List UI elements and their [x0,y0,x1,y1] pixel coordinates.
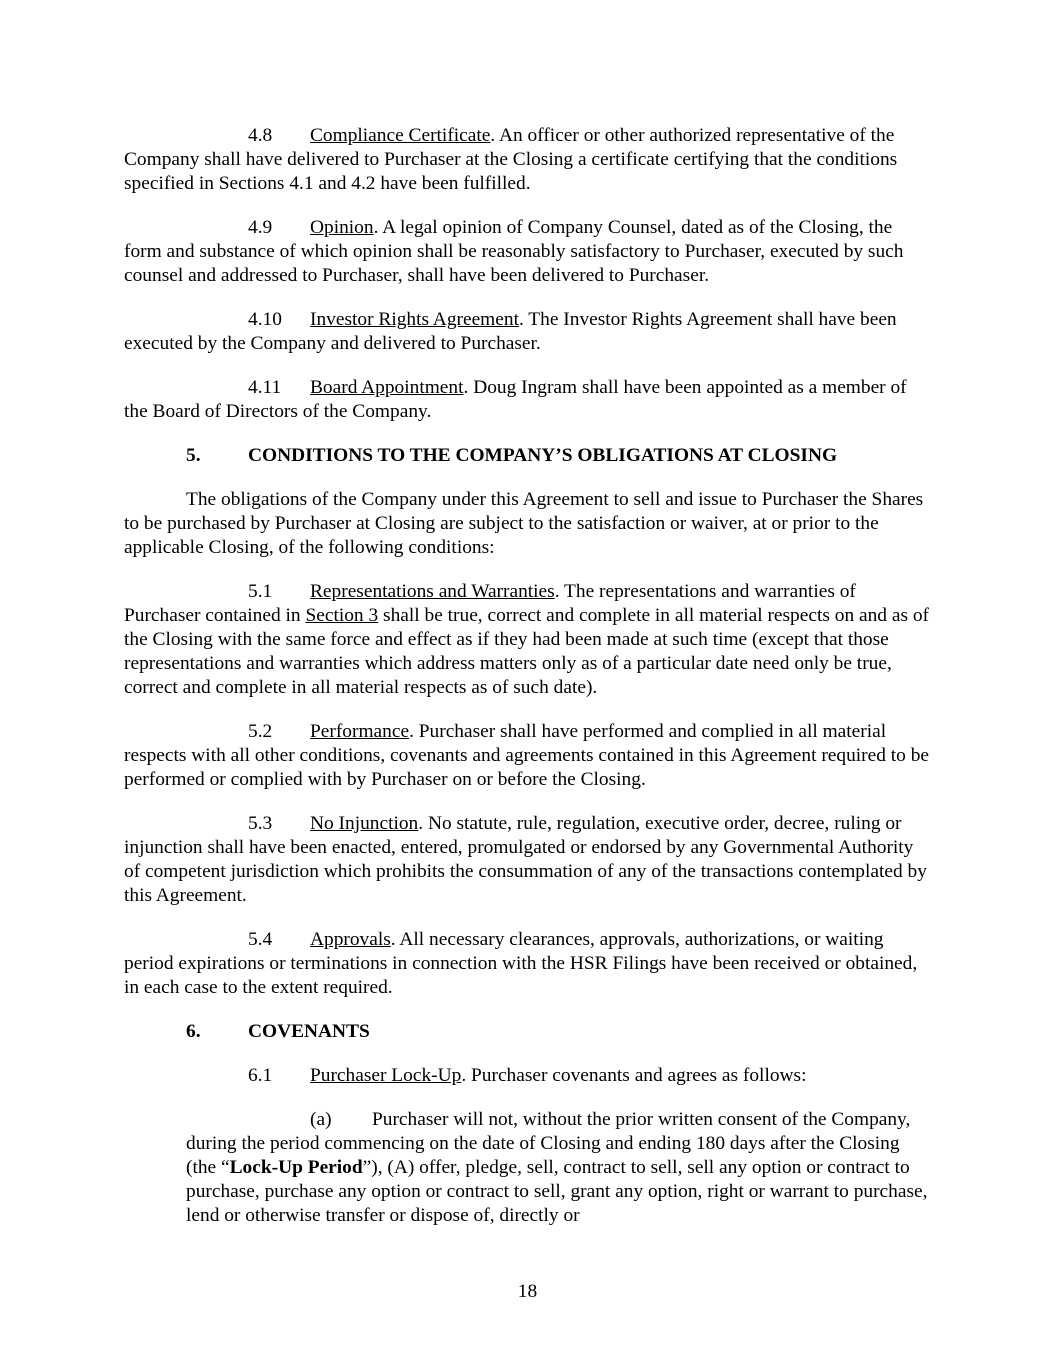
section-title: No Injunction [310,813,419,834]
clause-6-1-a [186,1108,934,1228]
document-page [124,124,934,1228]
section-number: 4.10 [248,309,282,330]
section-title: Purchaser Lock-Up [310,1065,462,1086]
section-text-continued: shall be true, correct and complete in all material respects on and as of the Closing with the same force and effect as if they had been made at such time (except that those representations and warranties which address matters only as of a particular date need only be true, correct and complete in all material respects as of such date). [124,605,929,698]
heading-section-6 [186,1020,934,1044]
section-text: . Purchaser shall have performed and complied in all material respects with all other conditions, covenants and agreements contained in this Agreement required to be performed or complied with by Purchaser on or before the Closing. [124,721,930,790]
section-title: Investor Rights Agreement [310,309,519,330]
section-5-3 [124,812,934,908]
section-text: . Purchaser covenants and agrees as follows: [461,1065,807,1086]
section-5-intro: The obligations of the Company under this Agreement to sell and issue to Purchaser the Shares to be purchased by Purchaser at Closing are subject to the satisfaction or waiver, at or prior to the applicable Closing, of the following conditions: [124,489,924,558]
clause-text-continued: ”), (A) offer, pledge, sell, contract to sell, sell any option or contract to purchase, purchase any option or contract to sell, grant any option, right or warrant to purchase, lend or otherwise transfer or dispose of, directly or [186,1157,928,1226]
section-number: 5.3 [248,813,273,834]
heading-title: COVENANTS [248,1021,370,1042]
section-title: Compliance Certificate [310,125,491,146]
section-title: Opinion [310,217,374,238]
section-number: 6.1 [248,1065,273,1086]
section-4-9 [124,216,934,288]
section-4-8 [124,124,934,196]
section-4-10 [124,308,934,356]
section-5-2 [124,720,934,792]
section-text: . All necessary clearances, approvals, authorizations, or waiting period expirations or terminations in connection with the HSR Filings have been received or obtained, in each case to the extent required. [124,929,918,998]
section-number: 5.1 [248,581,273,602]
section-text: . No statute, rule, regulation, executive order, decree, ruling or injunction shall have been enacted, entered, promulgated or endorsed by any Governmental Authority of competent jurisdiction which prohibits the consummation of any of the transactions contemplated by this Agreement. [124,813,927,906]
clause-number: (a) [310,1109,332,1130]
section-5-4 [124,928,934,1000]
section-number: 5.4 [248,929,273,950]
heading-number: 6. [186,1021,201,1042]
section-title: Approvals [310,929,391,950]
section-title: Performance [310,721,410,742]
section-number: 5.2 [248,721,273,742]
section-title: Representations and Warranties [310,581,555,602]
heading-title: CONDITIONS TO THE COMPANY’S OBLIGATIONS AT CLOSING [248,445,838,466]
page-number: 18 [517,1281,538,1302]
section-3-reference: Section 3 [305,605,379,626]
section-title: Board Appointment [310,377,464,398]
defined-term-lock-up-period: Lock-Up Period [229,1157,363,1178]
clause-block [186,1108,934,1228]
section-number: 4.11 [248,377,282,398]
section-text: . The Investor Rights Agreement shall have been executed by the Company and delivered to Purchaser. [124,309,897,354]
section-text: . A legal opinion of Company Counsel, dated as of the Closing, the form and substance of which opinion shall be reasonably satisfactory to Purchaser, executed by such counsel and addressed to Purchaser, shall have been delivered to Purchaser. [124,217,904,286]
section-4-11 [124,376,934,424]
section-5-1 [124,580,934,700]
clause-text: Purchaser will not, without the prior written consent of the Company, during the period commencing on the date of Closing and ending 180 days after the Closing (the “ [186,1109,911,1178]
section-text: . Doug Ingram shall have been appointed as a member of the Board of Directors of the Company. [124,377,907,422]
section-text: . An officer or other authorized representative of the Company shall have delivered to Purchaser at the Closing a certificate certifying that the conditions specified in Sections 4.1 and 4.2 have been fulfilled. [124,125,898,194]
heading-section-5 [186,444,934,468]
section-number: 4.8 [248,125,273,146]
heading-number: 5. [186,445,201,466]
section-6-1 [124,1064,934,1088]
section-number: 4.9 [248,217,273,238]
section-text: . The representations and warranties of Purchaser contained in [124,581,856,626]
